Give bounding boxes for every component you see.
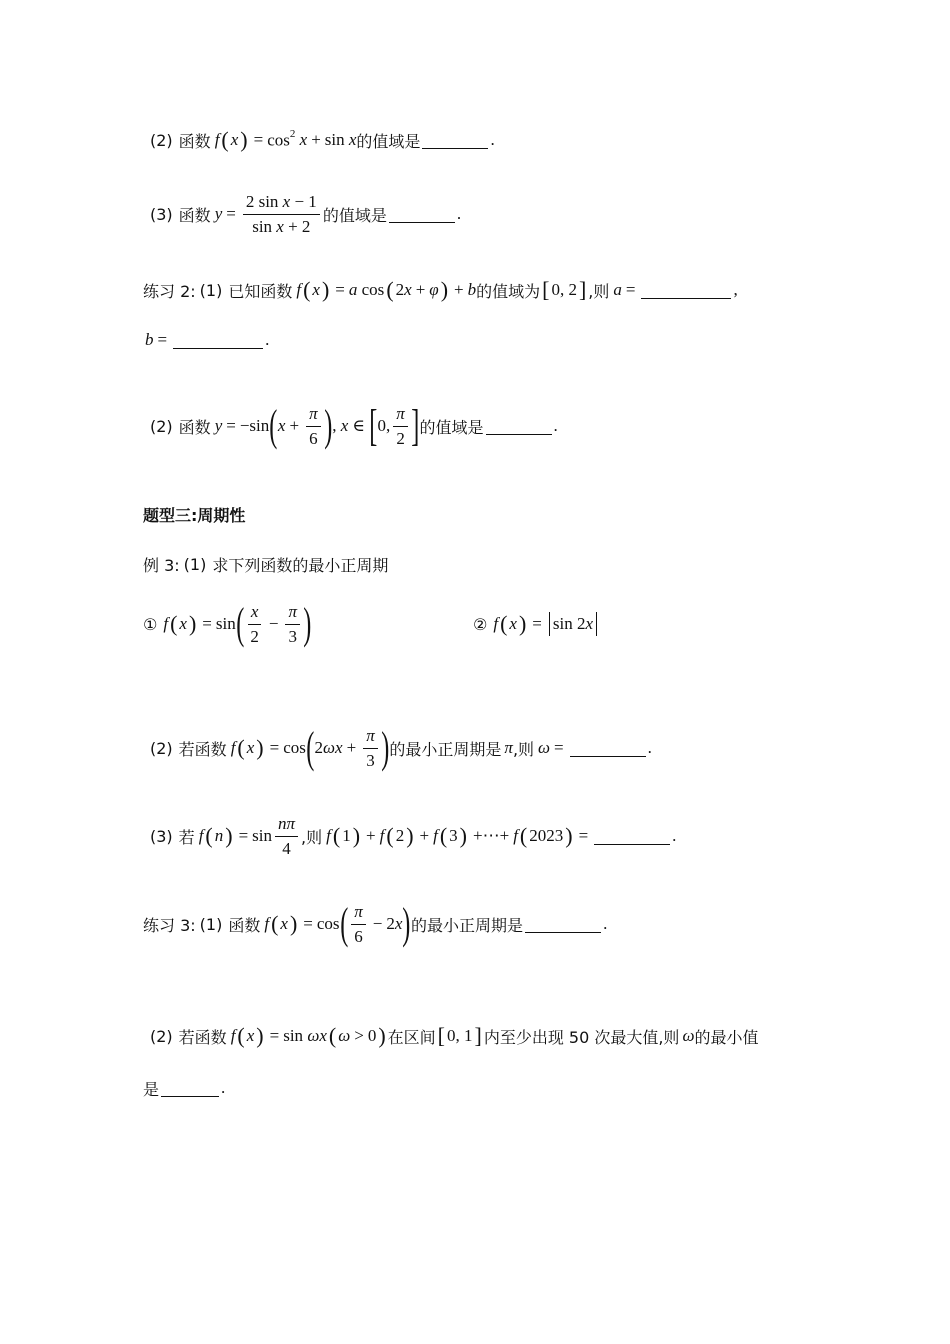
example-3-item-2: ② f ( x ) = sin 2 x	[473, 596, 600, 652]
question-number: (1)	[199, 280, 223, 300]
question-text: 的值域是	[356, 131, 421, 151]
fraction: $\frac{\pi}{2}$	[393, 403, 408, 450]
answer-blank-b[interactable]	[173, 332, 263, 349]
example-3-3: (3) 若 f ( n ) = sin $\frac{n\pi}{4}$ ,则 f ( 1 ) + f ( 2 ) + f ( 3 ) +⋯+ f ( 2023 ) = .	[150, 813, 677, 858]
question-number: (2)	[150, 1026, 173, 1046]
fraction: $\frac{\pi}{6}$	[306, 403, 321, 450]
question-text: 函数	[178, 205, 211, 225]
question-number: (2)	[150, 130, 173, 150]
fraction: $\frac{n\pi}{4}$	[275, 813, 298, 860]
fraction: $\frac{x}{2}$	[247, 601, 262, 648]
answer-blank[interactable]	[570, 740, 646, 757]
practice-2-1: 练习 2: (1) 已知函数 f ( x ) = a cos ( 2 x + φ ) + b 的值域为 [ 0, 2 ] ,则 a = ,	[143, 277, 738, 302]
answer-blank-a[interactable]	[641, 282, 731, 299]
question-number: (2)	[150, 738, 173, 758]
question-number: (3)	[150, 204, 173, 224]
fraction: $\frac{\pi}{3}$	[363, 725, 378, 772]
fraction: $\frac{\pi}{3}$	[285, 601, 300, 648]
section-heading: 题型三:周期性	[143, 505, 246, 525]
fraction: $\frac{\pi}{6}$	[351, 901, 366, 948]
question-number: (2)	[150, 416, 173, 436]
question-text: 的值域是	[322, 205, 387, 225]
example-3-item-1: ① f ( x ) = sin ( $\frac{x}{2}$ − $\frac{\pi}{3}$ )	[143, 599, 312, 648]
answer-blank[interactable]	[594, 828, 670, 845]
section-title	[143, 486, 245, 542]
practice-2-2: (2) 函数 y = −sin ( x + $\frac{\pi}{6}$ ) , x ∈ [ 0, $\frac{\pi}{2}$ ] 的值域是 .	[150, 401, 558, 450]
practice-3-2: (2) 若函数 f ( x ) = sin ωx ( ω > 0 ) 在区间 [ 0, 1 ] 内至少出现 50 次最大值,则 ω 的最小值	[150, 1023, 759, 1048]
practice-label: 练习 3:	[143, 915, 196, 935]
question-text: 函数	[178, 131, 211, 151]
answer-blank[interactable]	[389, 206, 455, 223]
circled-number: ①	[143, 614, 158, 634]
practice-3-1: 练习 3: (1) 函数 f ( x ) = cos ( $\frac{\pi}{6}$ − 2 x ) 的最小正周期是 .	[143, 899, 608, 948]
answer-blank[interactable]	[525, 916, 601, 933]
fraction: $\frac{\text{2 sin x − 1}}{\text{sin x + 2}}$	[243, 191, 320, 238]
answer-blank[interactable]	[486, 418, 552, 435]
answer-blank[interactable]	[161, 1080, 219, 1097]
math: f	[214, 130, 220, 149]
example-3-1: 例 3: (1) 求下列函数的最小正周期	[143, 554, 389, 575]
circled-number: ②	[473, 614, 488, 634]
answer-blank[interactable]	[422, 132, 488, 149]
question-2-3: (3) 函数 y = $\frac{\text{2 sin x − 1}}{\text{sin x + 2}}$ 的值域是 .	[150, 191, 462, 236]
question-2-2: (2) 函数 f ( x ) = $\cos^2$ x + sin x 的值域是 .	[150, 127, 495, 152]
example-3-2: (2) 若函数 f ( x ) = cos ( 2 ωx + $\frac{\pi}{3}$ ) 的最小正周期是 π ,则 ω = .	[150, 723, 652, 772]
example-label: 例 3:	[143, 555, 180, 575]
practice-label: 练习 2:	[143, 281, 196, 301]
practice-3-2-b: 是 .	[143, 1078, 226, 1099]
question-number: (3)	[150, 826, 173, 846]
practice-2-1-b: b = .	[145, 330, 270, 349]
